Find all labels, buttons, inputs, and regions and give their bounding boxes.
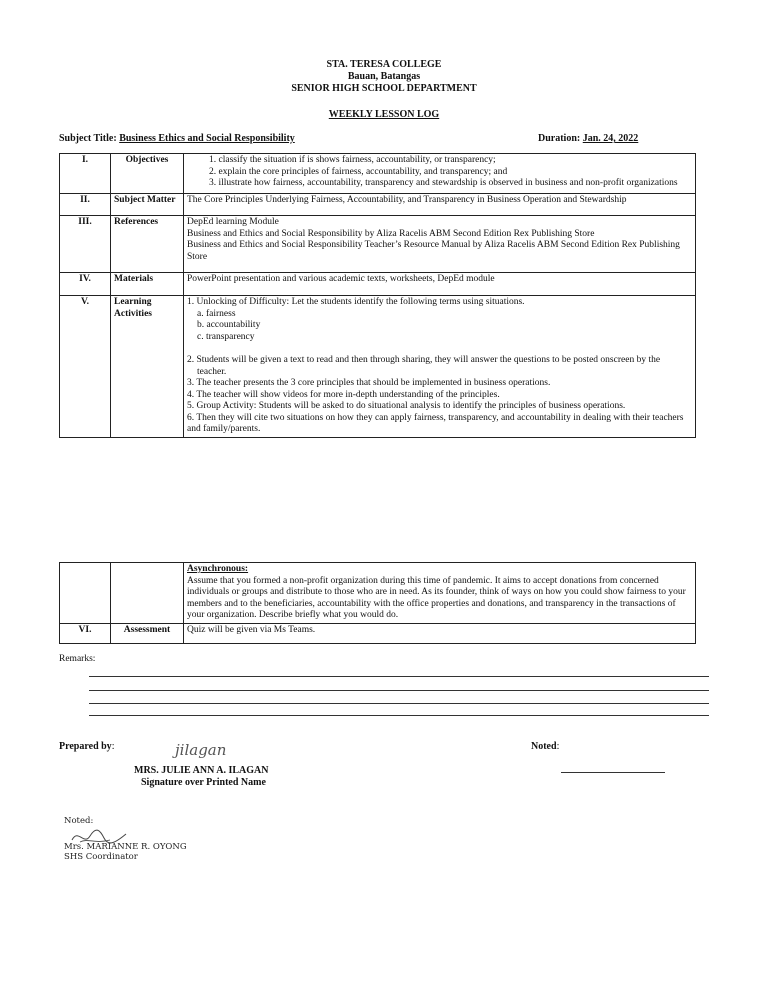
activity-subitem: c. transparency (197, 331, 255, 342)
activity-subitem: b. accountability (197, 320, 261, 330)
assessment-text: Quiz will be given via Ms Teams. (184, 623, 696, 643)
learning-activities-cell (184, 296, 696, 438)
reference-item: Business and Ethics and Social Responsibility by Aliza Racelis ABM Second Edition Rex Publishing Store (187, 228, 595, 239)
duration-value: Jan. 24, 2022 (582, 133, 639, 144)
prepared-by-label (59, 741, 114, 752)
row-learning-activities (60, 296, 696, 438)
empty-cell (60, 563, 111, 624)
remarks-line (89, 676, 709, 677)
row-label: Assessment (111, 623, 184, 643)
activity-item: 1. Unlocking of Difficulty: Let the students identify the following terms using situations. (187, 297, 525, 307)
objectives-cell (184, 154, 696, 194)
handwritten-signature: jilagan (175, 741, 227, 759)
school-location: Bauan, Batangas (347, 71, 421, 82)
asynchronous-text: Assume that you formed a non-profit organization during this time of pandemic. It aims to accept donations from concerned individuals or groups and distribute to those who are in need. As its founder, think of ways on how you could show fairness to your members and to the beneficiaries, accountability with the office properties and donations, and transparency in the transactions of your organization. Describe briefly what you would do. (187, 575, 686, 620)
activity-item: 5. Group Activity: Students will be asked to do situational analysis to identify the principles of business operations. (187, 401, 626, 411)
row-subject-matter (60, 194, 696, 216)
asynchronous-title: Asynchronous: (187, 564, 249, 574)
empty-cell (111, 563, 184, 624)
row-label (111, 296, 184, 438)
objective-item: 3. illustrate how fairness, accountability, transparency and stewardship is observed in business and non-profit organizations (209, 178, 678, 188)
remarks-line (89, 715, 709, 716)
row-label-line: Learning (114, 297, 152, 307)
subject-matter-text: The Core Principles Underlying Fairness, Accountability, and Transparency in Business Operation and Stewardship (184, 194, 696, 216)
duration-label: Duration: (538, 133, 581, 144)
department-name: SENIOR HIGH SCHOOL DEPARTMENT (291, 83, 477, 94)
noted-text: Noted (531, 741, 557, 752)
prepared-by-text: Prepared by (59, 741, 112, 752)
duration (538, 133, 638, 144)
row-number: IV. (60, 273, 111, 296)
coordinator-title: SHS Coordinator (64, 852, 138, 862)
references-cell (184, 216, 696, 273)
row-references (60, 216, 696, 273)
row-objectives (60, 154, 696, 194)
subject-title (59, 133, 295, 144)
row-number: II. (60, 194, 111, 216)
coordinator-noted-label: Noted: (64, 816, 94, 826)
remarks-label: Remarks: (59, 654, 96, 664)
log-title: WEEKLY LESSON LOG (328, 109, 440, 120)
materials-text: PowerPoint presentation and various academic texts, worksheets, DepEd module (184, 273, 696, 296)
remarks-line (89, 690, 709, 691)
noted-signature-line (561, 772, 665, 773)
coordinator-name: Mrs. MARIANNE R. OYONG (64, 842, 187, 852)
row-label: Objectives (111, 154, 184, 194)
signature-caption: Signature over Printed Name (141, 777, 266, 788)
activity-item: 6. Then they will cite two situations on how they can apply fairness, transparency, and accountability in dealing with their teachers and family/parents. (187, 412, 684, 434)
row-number: V. (60, 296, 111, 438)
row-label-line: Activities (114, 308, 152, 319)
asynchronous-cell (184, 563, 696, 624)
objective-item: 2. explain the core principles of fairness, accountability, and transparency; and (209, 166, 508, 177)
row-number: VI. (60, 623, 111, 643)
row-materials (60, 273, 696, 296)
school-name: STA. TERESA COLLEGE (326, 59, 442, 70)
subject-value: Business Ethics and Social Responsibility (119, 133, 295, 144)
objective-item: 1. classify the situation if is shows fairness, accountability, or transparency; (209, 155, 496, 165)
noted-colon: : (556, 741, 560, 752)
activity-subitem: a. fairness (197, 308, 236, 319)
row-asynchronous (60, 563, 696, 624)
noted-label (531, 741, 559, 752)
row-assessment (60, 623, 696, 643)
activity-item: 3. The teacher presents the 3 core principles that should be implemented in business operations. (187, 378, 551, 388)
activity-item: 4. The teacher will show videos for more in-depth understanding of the principles. (187, 389, 500, 400)
spacer (187, 343, 692, 355)
reference-item: Business and Ethics and Social Responsibility Teacher’s Resource Manual by Aliza Racelis ABM Second Edition Rex Publishing Store (187, 240, 680, 262)
row-number: I. (60, 154, 111, 194)
lesson-table (59, 153, 696, 438)
row-label: References (111, 216, 184, 273)
row-number: III. (60, 216, 111, 273)
subject-label: Subject Title: (59, 133, 117, 144)
reference-item: DepEd learning Module (187, 217, 279, 227)
activity-item-continued: teacher. (197, 366, 227, 377)
remarks-line (89, 703, 709, 704)
activity-item: 2. Students will be given a text to read and then through sharing, they will answer the questions to be posted onscreen by the (187, 355, 661, 365)
assessment-table (59, 562, 696, 644)
row-label: Subject Matter (111, 194, 184, 216)
prepared-by-colon: : (111, 741, 115, 752)
preparer-name: MRS. JULIE ANN A. ILAGAN (134, 765, 269, 776)
row-label: Materials (111, 273, 184, 296)
